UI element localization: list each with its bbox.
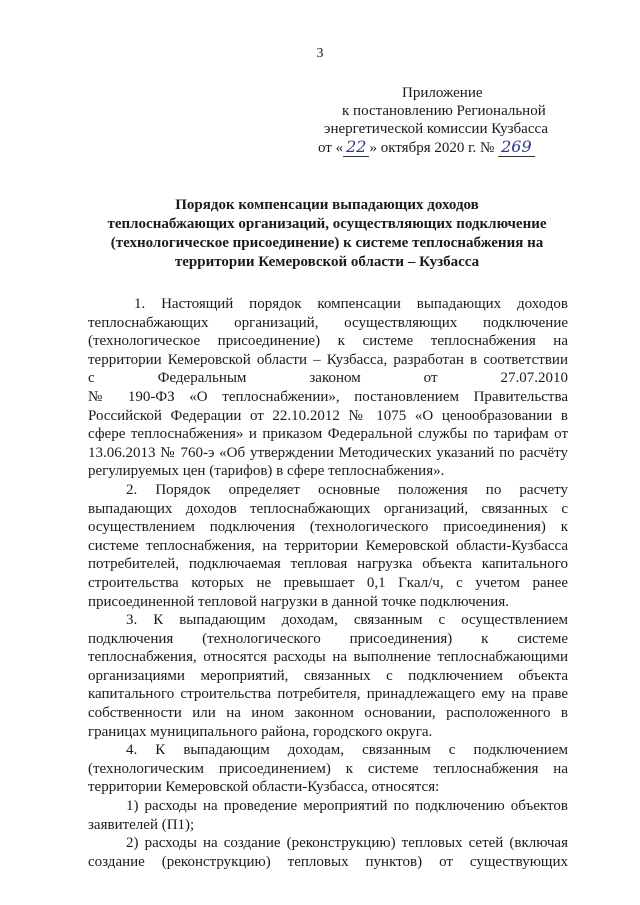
body-line: теплоснабжения, относятся расходы на выполнение теплоснабжающими: [88, 649, 568, 666]
title-line: теплоснабжающих организаций, осуществляющих подключение: [107, 216, 547, 232]
appendix-resolution-line: к постановлению Региональной: [342, 103, 546, 119]
body-line: территории Кемеровской области-Кузбасса, относятся:: [88, 779, 440, 796]
body-line: 2) расходы на создание (реконструкцию) тепловых сетей (включая: [126, 835, 568, 852]
appendix-header: [318, 84, 578, 157]
body-line: 1) расходы на проведение мероприятий по подключению объектов: [126, 798, 568, 815]
body-line: 1. Настоящий порядок компенсации выпадающих доходов: [134, 296, 568, 312]
document-title: [82, 196, 572, 272]
body-line: Российской Федерации от 22.10.2012 № 1075 «О ценообразовании в: [88, 407, 568, 424]
document-body: [88, 295, 568, 871]
body-line: осуществлением подключения (технологического присоединения) к: [88, 519, 568, 536]
appendix-commission-line: энергетической комиссии Кузбасса: [324, 121, 548, 137]
body-line: границах муниципального района, городского округа.: [88, 723, 433, 740]
body-line: капитального строительства потребителя, принадлежащего ему на праве: [88, 686, 568, 703]
handwritten-day: 22: [343, 138, 369, 157]
body-line: теплоснабжающих организаций, осуществляющих подключение: [88, 314, 568, 331]
body-line: заявителей (П1);: [88, 816, 195, 833]
body-line: подключения (технологического присоединения) к системе: [88, 630, 568, 647]
body-line: (технологическим присоединением) к системе теплоснабжения на: [88, 760, 568, 777]
body-line: 2. Порядок определяет основные положения по расчету: [126, 481, 568, 498]
body-line: выпадающих доходов теплоснабжающих организаций, связанных с: [88, 500, 568, 517]
body-line: системе теплоснабжения, на территории Кемеровской области-Кузбасса: [88, 537, 568, 554]
body-line: создание (реконструкцию) тепловых пунктов) от существующих: [88, 853, 568, 870]
body-line: организациями мероприятий, связанных с подключением объекта: [88, 667, 568, 684]
title-line: (технологическое присоединение) к системе теплоснабжения на: [110, 235, 544, 251]
title-line: Порядок компенсации выпадающих доходов: [175, 197, 479, 213]
body-line: с Федеральным законом от 27.07.2010: [88, 370, 568, 387]
body-line: 13.06.2013 № 760-э «Об утверждении Методических указаний по расчёту: [88, 444, 568, 461]
body-line: регулируемых цен (тарифов) в сфере теплоснабжения».: [88, 463, 445, 480]
body-line: территории Кемеровской области – Кузбасса, разработан в соответствии: [88, 351, 568, 368]
body-line: строительства которых не превышает 0,1 Гкал/ч, с учетом ранее: [88, 574, 568, 591]
body-line: сфере теплоснабжения» и приказом Федеральной службы по тарифам от: [88, 426, 568, 443]
appendix-date-line: [318, 138, 578, 157]
body-line: 4. К выпадающим доходам, связанным с подключением: [126, 742, 568, 759]
appendix-label: Приложение: [402, 85, 483, 101]
body-line: присоединенной тепловой нагрузки в данной точке подключения.: [88, 593, 509, 610]
page-number: 3: [316, 46, 324, 61]
date-middle: » октября 2020 г. №: [369, 140, 495, 156]
handwritten-number: 269: [498, 138, 535, 157]
title-line: территории Кемеровской области – Кузбасса: [174, 254, 480, 270]
date-prefix: от «: [318, 140, 344, 156]
body-line: (технологическое присоединение) к системе теплоснабжения на: [88, 333, 568, 350]
body-line: потребителей, подключаемая тепловая нагрузка объекта капитального: [88, 556, 568, 573]
body-line: собственности или на ином законном основании, расположенного в: [88, 705, 568, 722]
body-line: № 190-ФЗ «О теплоснабжении», постановлением Правительства: [88, 388, 568, 405]
body-line: 3. К выпадающим доходам, связанным с осуществлением: [126, 612, 568, 629]
